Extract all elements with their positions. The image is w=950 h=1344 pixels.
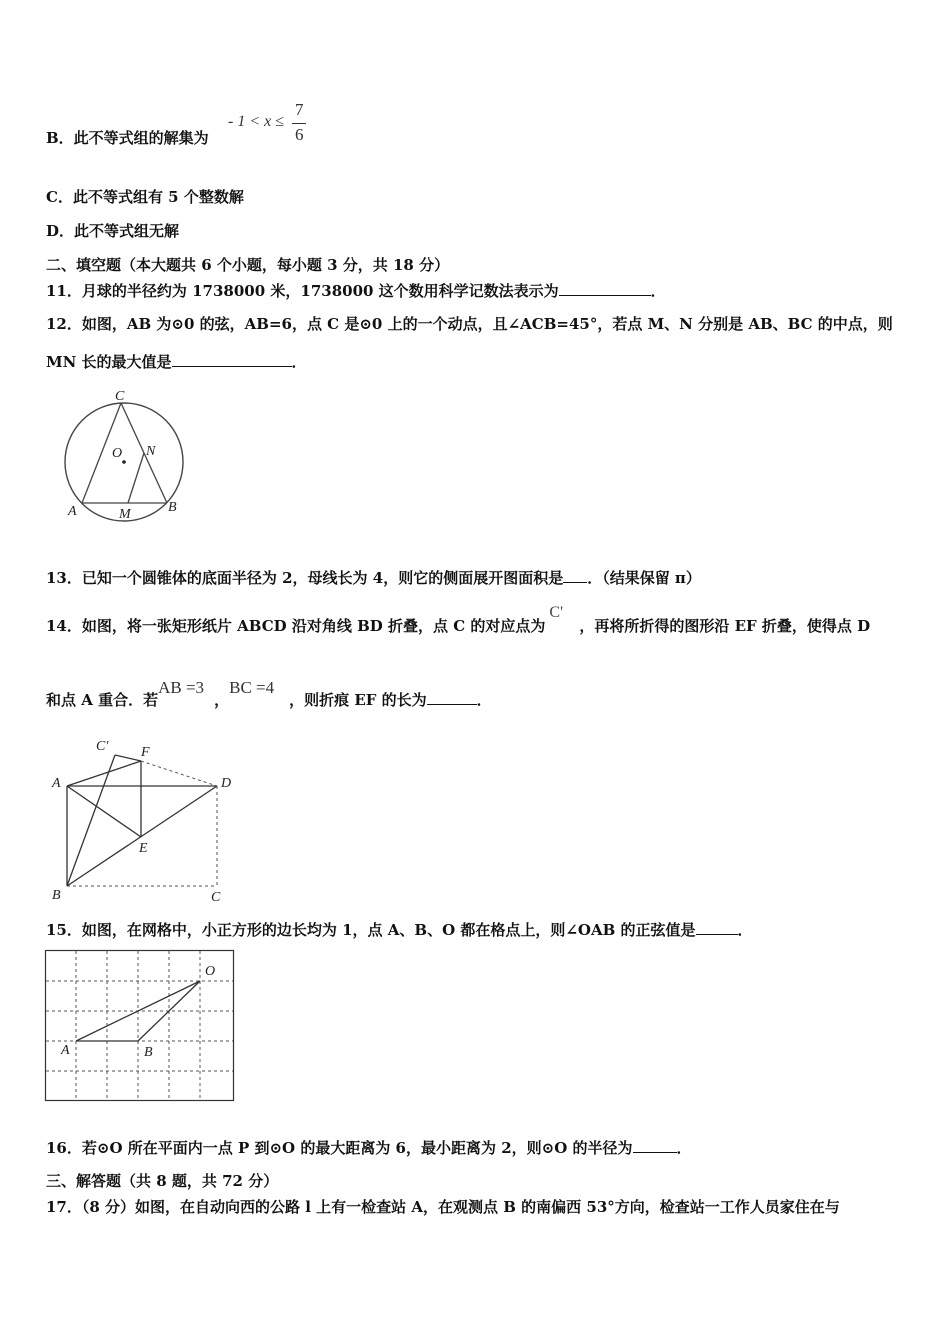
- figure-15-grid: [45, 950, 235, 1102]
- label-a: A: [52, 776, 61, 791]
- section-3-heading: 三、解答题（共 8 题，共 72 分）: [46, 1172, 279, 1190]
- option-c: C．此不等式组有 5 个整数解: [46, 188, 244, 206]
- question-12-line-1: 12．如图，AB 为⊙0 的弦，AB=6，点 C 是⊙0 上的一个动点，且∠ACB=45°，若点 M、N 分别是 AB、BC 的中点，则: [46, 315, 893, 333]
- q11-blank: [559, 281, 651, 296]
- label-b: B: [144, 1045, 153, 1060]
- figure-14-folded-rectangle: [45, 735, 245, 905]
- q12-end: ．: [291, 353, 307, 371]
- q14-end: ．: [476, 691, 492, 709]
- label-c: C: [115, 389, 125, 404]
- question-14-line-2: [46, 678, 492, 710]
- option-b-label: B．此不等式组的解集为: [46, 129, 209, 147]
- q12-text: MN 长的最大值是: [46, 353, 172, 371]
- q14-text-4: ，则折痕 EF 的长为: [289, 691, 427, 709]
- option-b: [46, 128, 209, 148]
- label-e: E: [139, 841, 148, 856]
- label-o: O: [205, 964, 216, 979]
- label-c: C: [211, 890, 221, 905]
- label-f: F: [141, 745, 150, 760]
- label-b: B: [168, 500, 177, 515]
- q14-text-2: ，再将所折得的图形沿 EF 折叠，使得点 D: [579, 617, 871, 635]
- q12-blank: [172, 352, 292, 367]
- section-2-heading: 二、填空题（本大题共 6 个小题，每小题 3 分，共 18 分）: [46, 256, 450, 274]
- q13-text: 13．已知一个圆锥体的底面半径为 2，母线长为 4，则它的侧面展开图面积是: [46, 569, 564, 587]
- q14-blank: [427, 690, 477, 705]
- q14-bc: BC =4: [229, 678, 275, 697]
- fraction-bar: [292, 123, 306, 124]
- figure-12-circle-diagram: [60, 385, 210, 525]
- q14-ab: AB =3: [158, 678, 205, 697]
- q14-text-1: 14．如图，将一张矩形纸片 ABCD 沿对角线 BD 折叠，点 C 的对应点为: [46, 617, 546, 635]
- label-a: A: [61, 1043, 70, 1058]
- q13-end: ．（结果保留 π）: [587, 569, 701, 587]
- q11-text: 11．月球的半径约为 1738000 米，1738000 这个数用科学记数法表示为: [46, 282, 559, 300]
- q15-end: ．: [737, 921, 753, 939]
- question-15: [46, 920, 753, 940]
- q14-comma: ，: [214, 691, 230, 709]
- option-d: D．此不等式组无解: [46, 222, 180, 240]
- question-14-line-1: [46, 604, 871, 637]
- q16-text: 16．若⊙O 所在平面内一点 P 到⊙O 的最大距离为 6，最小距离为 2，则⊙O 的半径为: [46, 1139, 633, 1157]
- label-b: B: [52, 888, 61, 903]
- question-16: [46, 1138, 692, 1158]
- question-17: 17．（8 分）如图，在自动向西的公路 l 上有一检查站 A，在观测点 B 的南偏西 53°方向，检查站一工作人员家住在与: [46, 1198, 840, 1216]
- label-c-prime: C': [96, 739, 109, 754]
- label-m: M: [119, 507, 131, 522]
- q15-text: 15．如图，在网格中，小正方形的边长均为 1，点 A、B、O 都在格点上，则∠OAB 的正弦值是: [46, 921, 696, 939]
- label-a: A: [68, 504, 77, 519]
- q13-blank: [563, 568, 587, 583]
- q16-blank: [633, 1138, 677, 1153]
- question-12-line-2: [46, 352, 307, 372]
- label-n: N: [146, 444, 156, 459]
- label-d: D: [221, 776, 232, 791]
- question-13: [46, 568, 701, 588]
- q14-text-3: 和点 A 重合．若: [46, 691, 159, 709]
- question-11: [46, 281, 666, 301]
- fraction-numerator: 7: [295, 100, 304, 119]
- q15-blank: [696, 920, 738, 935]
- fraction-denominator: 6: [295, 125, 304, 144]
- q16-end: ．: [676, 1139, 692, 1157]
- q11-end: ．: [650, 282, 666, 300]
- option-b-inequality: - 1 < x ≤: [228, 113, 285, 130]
- q14-c-prime: C': [549, 604, 563, 621]
- label-o: O: [112, 446, 123, 461]
